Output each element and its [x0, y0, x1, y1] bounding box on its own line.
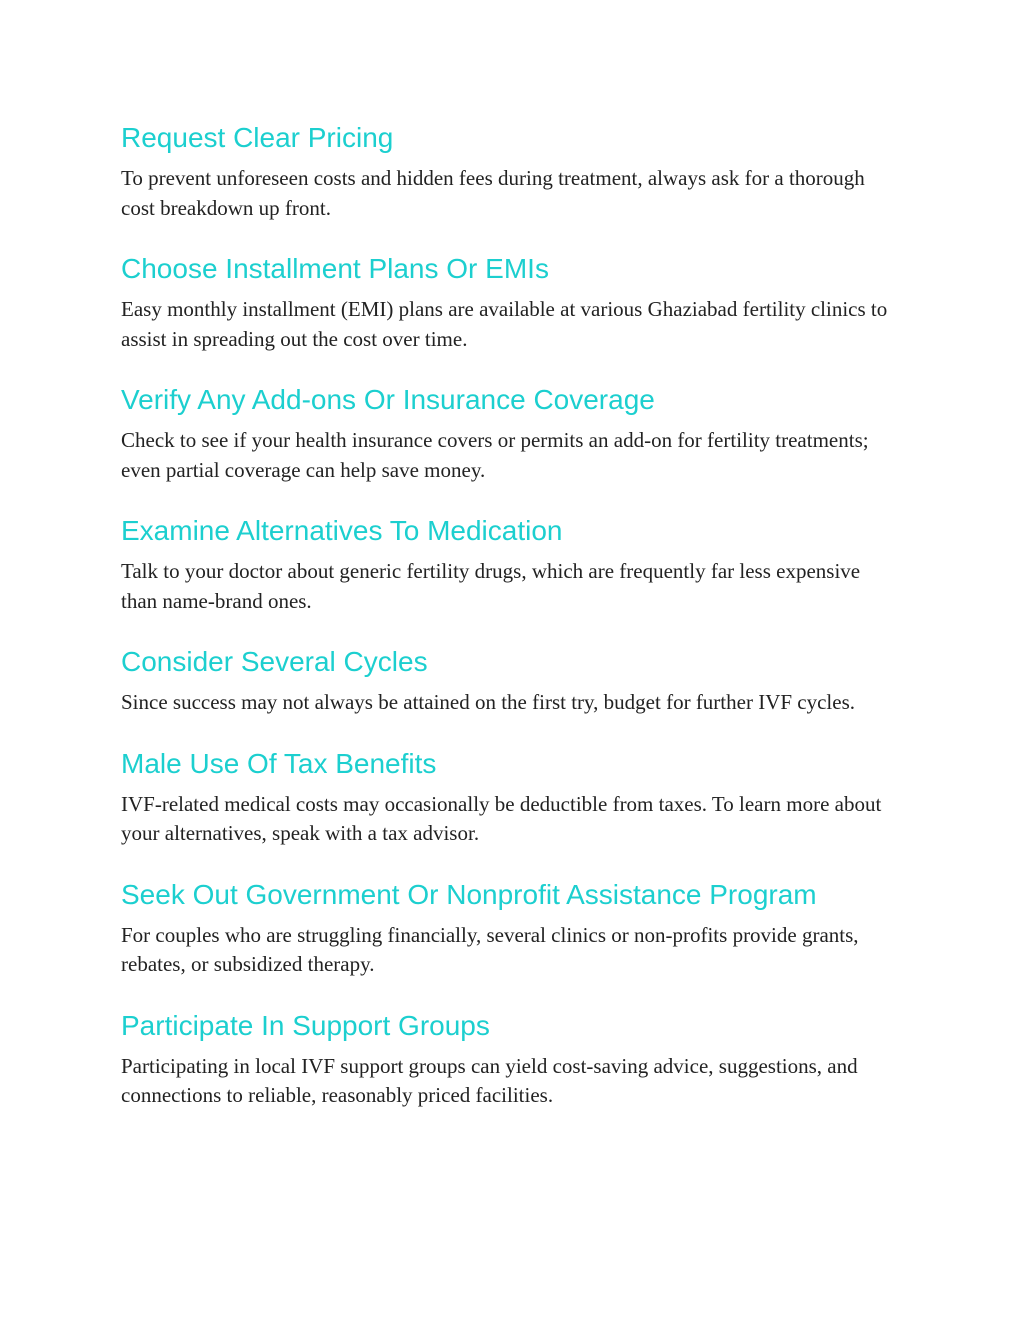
section-heading: Choose Installment Plans Or EMIs [121, 253, 549, 284]
section-body: Easy monthly installment (EMI) plans are available at various Ghaziabad fertility clinics to assist in spreading out the cost over time. [121, 297, 888, 351]
section-heading: Request Clear Pricing [121, 122, 394, 153]
section-heading: Seek Out Government Or Nonprofit Assistance Program [121, 878, 817, 910]
document-page [121, 120, 901, 1139]
section-body: For couples who are struggling financially, several clinics or non-profits provide grants, rebates, or subsidized therapy. [121, 922, 859, 976]
section-heading: Participate In Support Groups [121, 1009, 490, 1041]
section-body: IVF-related medical costs may occasionally be deductible from taxes. To learn more about your alternatives, speak with a tax advisor. [121, 791, 882, 845]
section-heading: Verify Any Add-ons Or Insurance Coverage [121, 384, 655, 415]
section-insurance-coverage [121, 382, 901, 485]
section-heading: Consider Several Cycles [121, 646, 428, 677]
section-tax-benefits [121, 746, 901, 849]
section-heading: Male Use Of Tax Benefits [121, 747, 437, 779]
section-body: To prevent unforeseen costs and hidden fees during treatment, always ask for a thorough cost breakdown up front. [121, 166, 865, 220]
section-body: Check to see if your health insurance covers or permits an add-on for fertility treatments; even partial coverage can help save money. [121, 428, 869, 482]
section-several-cycles [121, 644, 901, 718]
section-body: Since success may not always be attained on the first try, budget for further IVF cycles. [121, 690, 856, 714]
section-installment-plans [121, 251, 901, 354]
section-heading: Examine Alternatives To Medication [121, 515, 563, 546]
section-assistance-program [121, 877, 901, 980]
section-medication-alternatives [121, 513, 901, 616]
section-support-groups [121, 1008, 901, 1111]
section-body: Participating in local IVF support groups can yield cost-saving advice, suggestions, and connections to reliable, reasonably priced facilities. [121, 1053, 858, 1107]
section-body: Talk to your doctor about generic fertility drugs, which are frequently far less expensive than name-brand ones. [121, 559, 861, 613]
section-request-clear-pricing [121, 120, 901, 223]
